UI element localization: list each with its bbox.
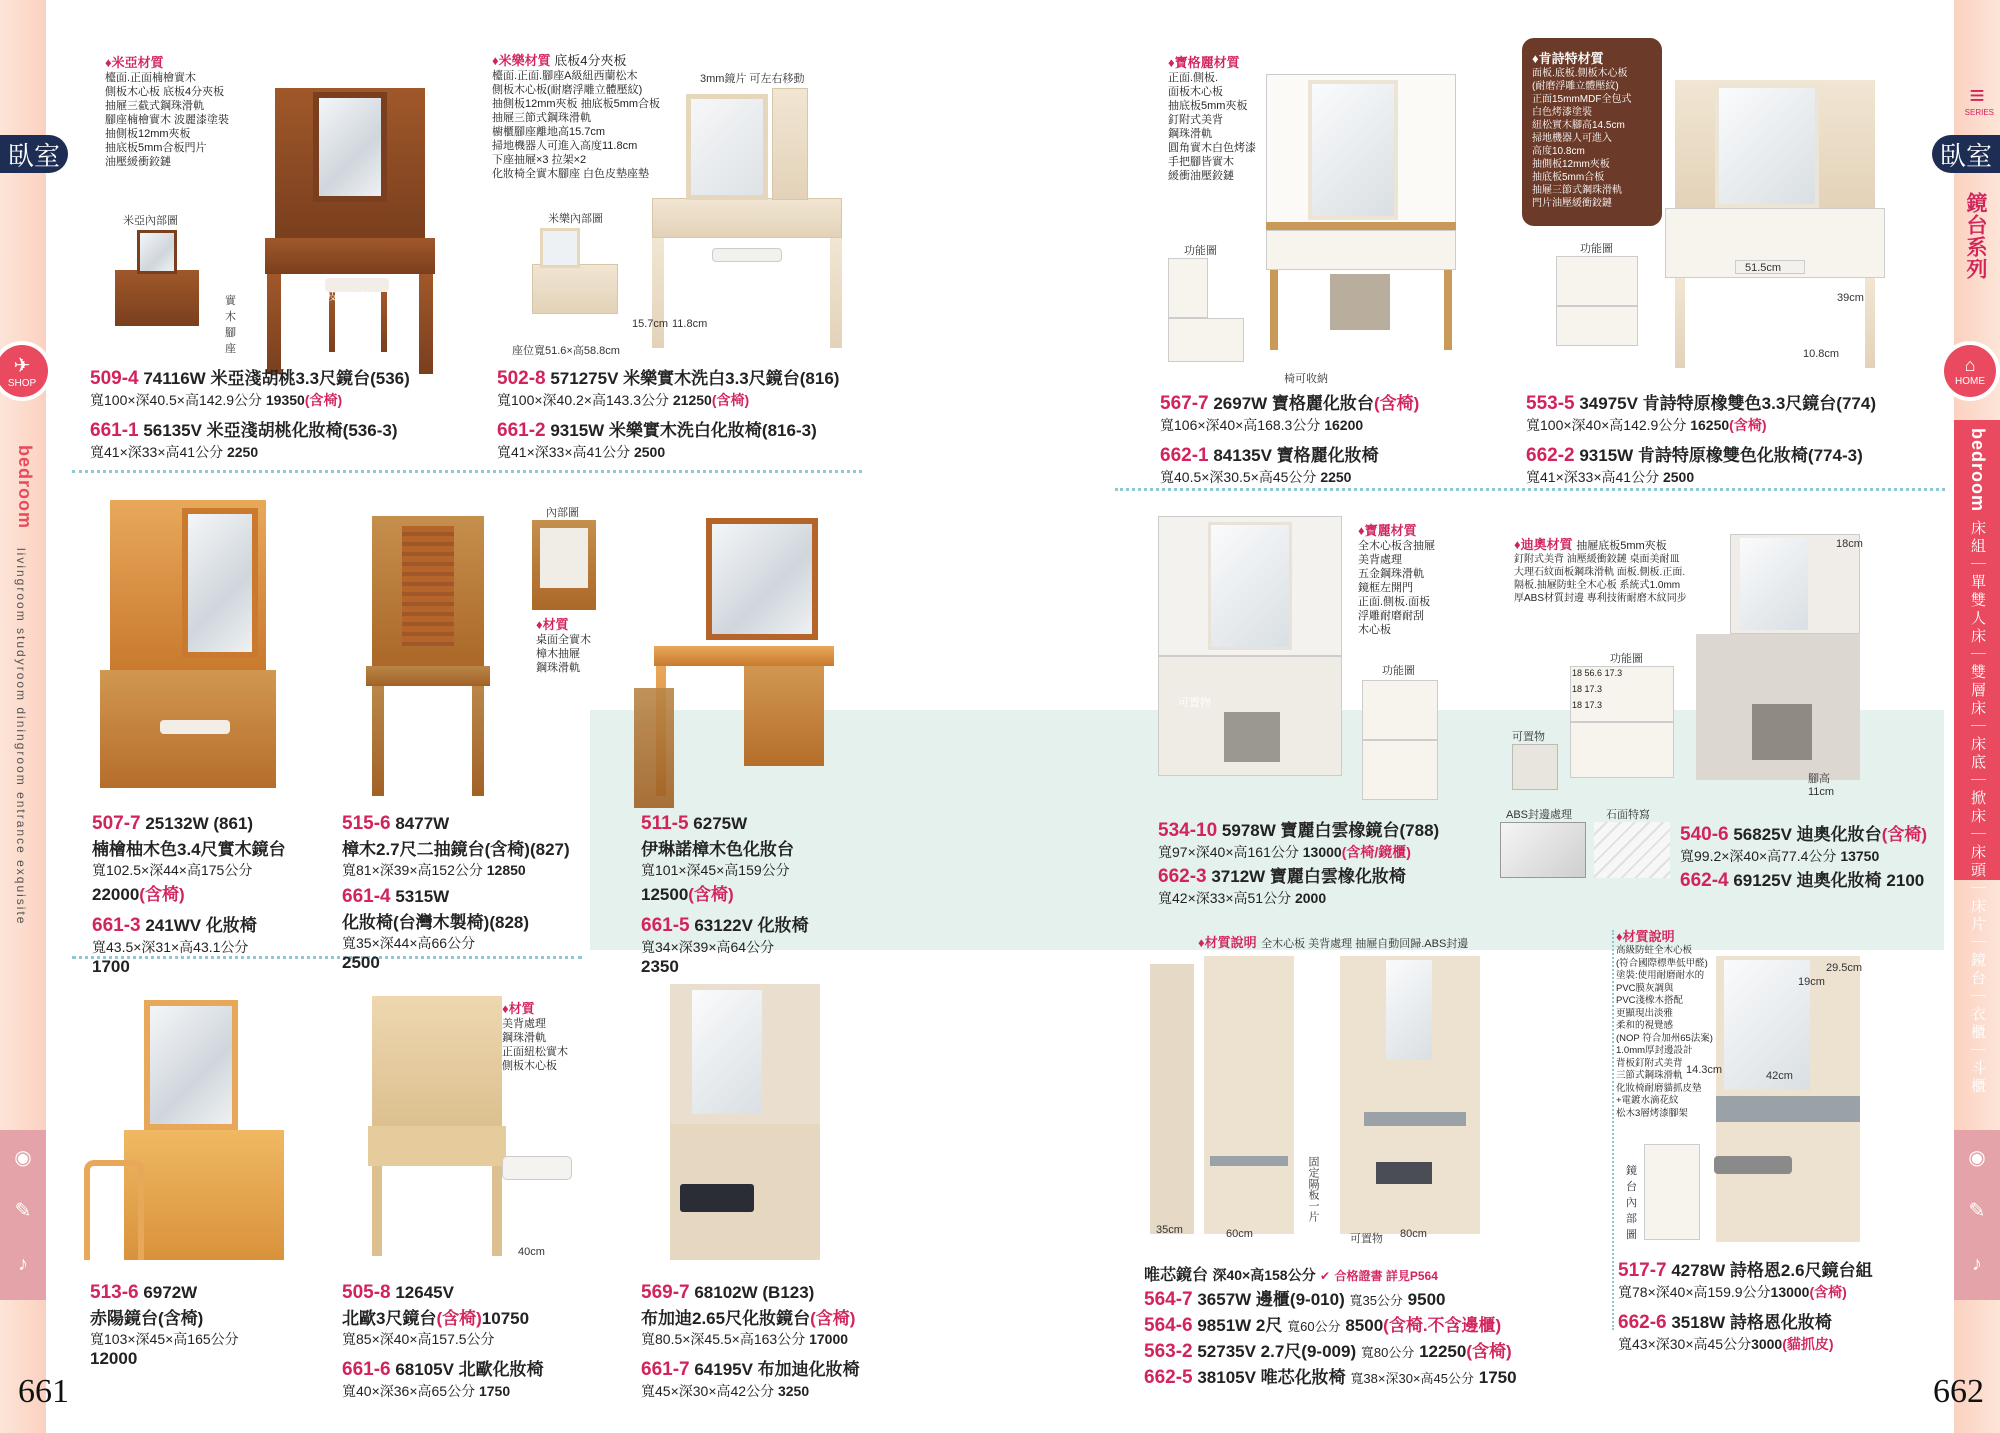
product-price: 1750 [1478,1368,1517,1387]
product-name: 241WV 化妝椅 [145,916,257,935]
leg-label: 腳高11cm [1808,773,1835,798]
product-name: 4278W 詩格恩2.6尺鏡台組 [1671,1261,1873,1280]
product-code: 513-6 [90,1282,139,1303]
side-label: 固定隔板一片 [1307,1156,1319,1222]
home-badge[interactable] [1944,345,1996,397]
product-tag: (含椅) [436,1309,482,1328]
product-tag: (含椅) [1373,394,1420,413]
edit-icon[interactable]: ✎ [14,1199,32,1222]
product-image-camphor [372,516,484,796]
left-rail-word: bedroom [15,445,35,530]
note-text: 美背處理 鋼珠滑軌 正面紐松實木 側板木心板 [502,1018,568,1072]
product-tag: (含椅) [1466,1342,1512,1361]
mirror-label: 3mm鏡片 可左右移動 [700,73,805,85]
product-price: 2250 [226,444,259,460]
product-image [275,88,425,378]
leg-label: 實木腳座 [225,295,236,355]
product-name: 9315W 米樂實木洗白化妝椅(816-3) [550,421,817,440]
product-size: 深40×高158公分 [1212,1267,1316,1283]
product-code: 662-5 [1144,1367,1193,1388]
note-text: 高級防蛀全木心板 (符合國際標準低甲醛) 塗裝:使用耐磨耐水的 PVC膜灰調與 PVC淺橡木搭配 更顯現出淡雅 柔和的視覺感 (NOP 符合加州65法案) 1.0mm厚封邊設計 背板釘附式美背 三節式鋼珠滑軌 化妝椅耐磨貓抓皮墊 +電鍍水滴花紋 松木3層烤漆腳架 [1616,945,1713,1119]
product-code: 502-8 [497,368,546,389]
note-text: 釘附式美背 油壓緩衝鉸鏈 桌面美耐皿 大理石紋面板鋼珠滑軌 面板.側板.正面. 隔板.抽屜防蛀全木心板 系統式1.0mm 厚ABS材質封邊 專利技術耐磨木紋同步 [1514,554,1687,604]
product-price: 3000 [1751,1336,1783,1352]
material-panel-kenst [1522,38,1662,226]
product-code: 661-1 [90,420,139,441]
product-name: 6275W [693,814,748,833]
product-code: 567-7 [1160,393,1209,414]
dimension-label: 40cm [518,1246,545,1258]
product-code: 564-6 [1144,1315,1193,1336]
product-name: 楠檜柚木色3.4尺實木鏡台 [92,840,286,859]
product-size: 寬80.5×深45.5×高163公分 [641,1331,806,1347]
product-price: 12850 [486,862,526,878]
product-name: 5315W [395,887,450,906]
price-row [1144,1363,1517,1389]
product-image-bugatti [670,984,820,1262]
product-image [1266,74,1456,364]
product-image-shigen [1686,956,1863,1246]
product-price: 2000 [1294,890,1327,906]
product-name: 56825V 迪奧化妝台 [1733,825,1882,844]
product-name: 9315W 肯詩特原橡雙色化妝椅(774-3) [1579,446,1863,465]
product-tag: (含椅) [304,392,343,408]
product-size: 寬100×深40×高142.9公分 [1526,417,1687,433]
page-number-right: 662 [1933,1373,1984,1410]
home-icon: ⌂ [1964,355,1976,375]
product-code: 564-7 [1144,1289,1193,1310]
product-name: 伊琳諾樟木色化妝台 [641,840,794,859]
product-size: 寬60公分 [1287,1319,1341,1334]
product-code: 540-6 [1680,824,1729,845]
product-name: 64195V 布加迪化妝椅 [694,1360,860,1379]
product-code: 662-4 [1680,870,1729,891]
function-image [1556,256,1638,366]
function-image [1168,258,1244,368]
stone-image [1594,822,1670,878]
product-name: 52735V 2.7尺(9-009) [1197,1342,1357,1361]
dimension-label: 39cm [1837,292,1864,304]
product-mile [492,50,852,360]
product-size: 寬81×深39×高152公分 [342,862,483,878]
product-name: 布加迪2.65尺化妝鏡台 [641,1309,811,1328]
product-size: 寬103×深45×高165公分 [90,1331,239,1347]
product-code: 662-2 [1526,445,1575,466]
right-search-icon[interactable] [0,20,2000,40]
divider [1115,488,1945,491]
dimension-label: 51.5cm [1745,262,1782,274]
product-name: 化妝椅(台灣木製椅)(828) [342,913,530,932]
note-title: ♦寶格麗材質 [1168,55,1240,70]
store-label: 可置物 [1178,697,1211,709]
product-name: 3518W 詩格恩化妝椅 [1671,1313,1832,1332]
note-title: ♦米亞材質 [105,55,164,70]
note-text: 桌面全實木 樟木抽屜 鋼珠滑軌 [536,634,591,674]
function-label: 功能圖 [1184,245,1217,257]
product-code: 661-7 [641,1359,690,1380]
function-image: 18 56.6 17.3 18 17.3 18 17.3 [1570,666,1674,790]
product-name: 12645V [395,1283,454,1302]
product-price: 2500 [342,953,380,972]
product-image-irene [634,518,834,808]
product-tag: (含椅.不含邊櫃) [1383,1316,1502,1335]
product-price: 8500 [1345,1316,1384,1335]
inner-label: 米樂內部圖 [548,213,603,225]
product-image-chiyang [84,1000,284,1270]
dimension-label: 18cm [1836,538,1863,550]
product-price: 16250 [1690,417,1730,433]
product-size: 寬99.2×深40×高77.4公分 [1680,848,1837,864]
page-number-left: 661 [18,1373,69,1410]
product-name: 68105V 北歐化妝椅 [395,1360,544,1379]
product-code: 662-6 [1618,1312,1667,1333]
product-size: 寬38×深30×高45公分 [1350,1371,1474,1386]
camera-icon-right[interactable]: ◉ [1968,1146,1986,1169]
product-size: 寬40×深36×高65公分 [342,1383,476,1399]
dimension-label: 80cm [1400,1228,1427,1240]
product-name: 2697W 寶格麗化妝台 [1213,394,1374,413]
product-price: 12500 [641,885,689,904]
note-text: 檯面.正面楠檜實木 側板木心板 底板4分夾板 抽屜三截式鋼珠滑軌 腳座楠檜實木 波麗漆塗裝 抽側板12mm夾板 抽底板5mm合板門片 油壓緩衝鉸鏈 [105,72,230,168]
material-note-weixin: ♦材質說明 全木心板 美背處理 抽屜自動回歸.ABS封邊 [1198,935,1469,950]
weixin-price-list [1144,1285,1517,1389]
product-price: 10750 [481,1309,530,1328]
product-name: 5978W 寶麗白雲橡鏡台(788) [1221,821,1440,840]
product-size: 寬80公分 [1360,1345,1415,1360]
store-image [1512,744,1558,790]
product-mile-info [497,364,839,462]
product-size: 寬41×深33×高41公分 [497,444,631,460]
note-text: 面板.底板.側板木心板 (耐磨浮雕立體壓紋) 正面15mmMDF全包式 白色烤漆塗裝 紐松實木腳高14.5cm 掃地機器人可進入 高度10.8cm 抽側板12mm夾板 抽底板5mm合板 抽屜三節式鋼珠滑軌 門片油壓緩衝鉸鏈 [1532,68,1632,209]
seat-label: 白色皮面坐墊 [305,291,371,303]
product-irene-info [641,813,809,977]
product-size: 寬102.5×深44×高175公分 [92,862,253,878]
product-size: 寬35×深44×高66公分 [342,935,476,951]
product-baoli-info [1158,816,1439,908]
product-size: 寬100×深40.2×高143.3公分 [497,392,669,408]
store-label: 可置物 [1512,731,1545,743]
product-bvlgari [1168,52,1468,385]
product-code: 661-2 [497,420,546,441]
product-size: 寬106×深40×高168.3公分 [1160,417,1321,433]
product-name: 571275V 米樂實木洗白3.3尺鏡台(816) [550,369,840,388]
product-price: 3250 [777,1383,810,1399]
product-bvlgari-info [1160,389,1419,487]
product-shigen-info [1618,1256,1873,1354]
product-size: 寬35公分 [1349,1293,1403,1308]
product-nankuai-info [92,813,286,977]
product-size: 寬41×深33×高41公分 [1526,469,1660,485]
product-code: 509-4 [90,368,139,389]
product-price: 9500 [1407,1290,1446,1309]
product-code: 505-8 [342,1282,391,1303]
product-size: 寬42×深33×高51公分 [1158,890,1292,906]
product-name: 56135V 米亞淺胡桃化妝椅(536-3) [143,421,398,440]
product-size: 寬100×深40.5×高142.9公分 [90,392,262,408]
inner-image [1644,1144,1700,1240]
product-name: 樟木2.7尺二抽鏡台(含椅)(827) [342,840,570,859]
dimension-label: 15.7cm [632,318,669,330]
dimension-label: 42cm [1766,1070,1793,1082]
product-size: 寬45×深30×高42公分 [641,1383,775,1399]
product-tag: (含椅/鏡櫃) [1341,844,1411,860]
cert-label: 合格證書 詳見P564 [1334,1269,1438,1283]
product-tag: (含椅) [688,885,734,904]
menu-icon[interactable]: ≡ [1969,80,1985,110]
product-price: 2350 [641,957,679,976]
product-name: 38105V 唯芯化妝椅 [1197,1368,1346,1387]
product-size: 寬97×深40×高161公分 [1158,844,1299,860]
product-name: 6972W [143,1283,198,1302]
product-name: 9851W 2尺 [1197,1316,1283,1335]
product-price: 16200 [1324,417,1364,433]
product-code: 511-5 [641,813,689,834]
product-name: 3712W 寶麗白雲橡化妝椅 [1211,867,1406,886]
price-row [1144,1285,1517,1311]
product-price: 22000 [92,885,140,904]
function-image [1362,680,1438,804]
product-name: 84135V 寶格麗化妝椅 [1213,446,1379,465]
product-camphor-info [342,813,570,973]
product-price: 13000 [1302,844,1342,860]
product-price: 12000 [90,1349,138,1368]
product-name: 赤陽鏡台(含椅) [90,1309,204,1328]
product-price: 2500 [633,444,666,460]
divider [72,470,862,473]
stool-label: 椅可收納 [1284,373,1328,385]
cert-icon: ✔ [1320,1269,1331,1283]
seat-size-label: 座位寬51.6×高58.8cm [512,345,620,357]
store-label: 可置物 [1350,1233,1383,1245]
product-code: 515-6 [342,813,391,834]
right-rail-word: bedroom [1968,428,1988,513]
product-bugatti-info [641,1282,860,1401]
product-tag: (含椅) [139,885,185,904]
product-image-nankuai [100,500,276,790]
divider [1612,930,1614,1330]
material-note-baoli: ♦寶麗材質 全木心板含抽屜 美背處理 五金鋼珠滑軌 鏡框左開門 正面.側板.面板 浮雕耐磨耐刮 木心板 [1358,523,1435,636]
product-price: 2500 [1662,469,1695,485]
product-code: 661-3 [92,915,141,936]
product-kenst-info [1526,389,1876,487]
function-label: 功能圖 [1610,653,1643,665]
dimension-label: 11.8cm [672,318,708,330]
product-name: 3657W 邊櫃(9-010) [1197,1290,1345,1309]
product-size: 寬34×深39×高64公分 [641,939,775,955]
mic-icon-right[interactable]: ♪ [1972,1252,1982,1275]
product-dior-info [1680,820,1927,892]
dimension-label: 19cm [1798,976,1825,988]
stone-label: 石面特寫 [1606,809,1650,821]
function-label: 功能圖 [1382,665,1415,677]
function-label: 功能圖 [1580,243,1613,255]
product-price: 2250 [1320,469,1352,485]
product-tag: (含椅) [1881,825,1928,844]
product-size: 寬85×深40×高157.5公分 [342,1331,495,1347]
product-tag: (含椅) [810,1309,856,1328]
plane-icon: ✈ [13,355,31,377]
dimension-label: 29.5cm [1826,962,1863,974]
material-note-nordic: ♦材質 美背處理 鋼珠滑軌 正面紐松實木 側板木心板 [502,1001,568,1072]
product-weixin-info [1144,1262,1517,1389]
home-badge-label: HOME [1955,376,1985,387]
product-image-dior [1700,534,1863,794]
note-title: ♦肯詩特材質 [1532,51,1604,66]
left-search-icon[interactable] [0,0,2000,20]
product-image-baoli [1158,516,1342,796]
product-nordic-info [342,1282,544,1401]
product-price: 13000 [1770,1284,1810,1300]
product-chiyang-info [90,1282,239,1369]
product-size: 寬40.5×深30.5×高45公分 [1160,469,1317,485]
product-code: 661-5 [641,915,690,936]
product-code: 662-3 [1158,866,1207,887]
product-name: 74116W 米亞淺胡桃3.3尺鏡台(536) [143,369,410,388]
product-code: 569-7 [641,1282,690,1303]
product-name: 68102W (B123) [694,1283,815,1302]
material-note-dior: ♦迪奧材質 抽屜底板5mm夾板 釘附式美背 油壓緩衝鉸鏈 桌面美耐皿 大理石紋面板鋼珠滑軌 面板.側板.正面. 隔板.抽屜防蛀全木心板 系統式1.0mm 厚ABS材質封邊 專利技術耐磨木紋同步 [1514,534,1844,605]
product-size: 寬43×深30×高45公分 [1618,1336,1752,1352]
product-code: 661-6 [342,1359,391,1380]
material-note-camphor: ♦材質 桌面全實木 樟木抽屜 鋼珠滑軌 [536,617,591,674]
right-room-tab[interactable]: 臥室 [1932,135,2000,173]
note-text: 檯面.正面.腳座A級紐西蘭松木 側板木心板(耐磨浮雕立體壓紋) 抽側板12mm夾板 抽底板5mm合板 抽屜三節式鋼珠滑軌 櫥櫃腳座離地高15.7cm 掃地機器人可進入高度11.8cm 下座抽屜×3 拉架×2 化妝椅全實木腳座 白色皮墊座墊 [492,70,661,180]
dimension-label: 60cm [1226,1228,1253,1240]
product-name: 69125V 迪奧化妝椅 [1733,871,1882,890]
product-tag: (含椅) [1809,1284,1847,1300]
dimension-label: 14.3cm [1686,1064,1723,1076]
right-series-title: 鏡台系列 [1964,192,1987,280]
note-text: 正面.側板. 面板木心板 抽底板5mm夾板 釘附式美背 鋼珠滑軌 圓角實木白色烤漆 手把腳皆實木 緩衝油壓鉸鏈 [1168,72,1256,182]
product-image-kenst [1675,80,1875,370]
inner-label: 米亞內部圖 [123,215,178,227]
inner-label: 內部圖 [546,507,579,519]
product-code: 662-1 [1160,445,1209,466]
product-price: 1750 [478,1383,511,1399]
series-label: SERIES [1964,108,1994,117]
product-tag: (含椅) [711,392,750,408]
abs-label: ABS封邊處理 [1506,809,1573,821]
product-code: 563-2 [1144,1341,1193,1362]
product-size: 寬43.5×深31×高43.1公分 [92,939,249,955]
product-code: 553-5 [1526,393,1575,414]
product-size: 寬101×深45×高159公分 [641,862,790,878]
product-code: 661-4 [342,886,391,907]
product-name: 唯芯鏡台 [1144,1267,1209,1284]
note-text: 全木心板 美背處理 抽屜自動回歸.ABS封邊 [1261,938,1469,950]
product-size: 寬41×深33×高41公分 [90,444,224,460]
product-name: 北歐3尺鏡台 [342,1309,437,1328]
product-price: 1700 [92,957,130,976]
product-name: 34975V 肯詩特原橡雙色3.3尺鏡台(774) [1579,394,1876,413]
camera-icon[interactable]: ◉ [14,1146,32,1169]
note-text: 全木心板含抽屜 美背處理 五金鋼珠滑軌 鏡框左開門 正面.側板.面板 浮雕耐磨耐刮 木心板 [1358,540,1435,636]
edit-icon-right[interactable]: ✎ [1968,1199,1986,1222]
inner-image [532,520,596,610]
product-size: 寬78×深40×高159.9公分 [1618,1284,1771,1300]
dimension-label: 10.8cm [1803,348,1840,360]
price-row [1144,1311,1517,1337]
product-code: 507-7 [92,813,141,834]
dimension-label: 35cm [1156,1224,1183,1236]
product-tag: (貓抓皮) [1782,1336,1834,1352]
product-name: 25132W (861) [145,814,254,833]
product-price: 17000 [809,1331,849,1347]
left-rail-sub: livingroom studyroom diningroom entrance exquisite [14,548,28,926]
product-price: 12250 [1419,1342,1467,1361]
product-price: 2100 [1886,871,1925,890]
abs-image [1500,822,1586,878]
product-code: 534-10 [1158,820,1218,841]
product-price: 19350 [265,392,305,408]
product-mia-info [90,364,410,462]
mic-icon[interactable]: ♪ [18,1252,28,1275]
right-rail-sub: 床組｜單雙人床｜雙層床｜床底｜掀床｜床頭｜床片｜鏡台｜衣櫃｜斗櫃 [1969,520,1986,1096]
product-tag: (含椅) [1729,417,1767,433]
price-row [1144,1337,1517,1363]
note-title: ♦米樂材質 底板4分夾板 [492,53,627,68]
product-name: 63122V 化妝椅 [694,916,809,935]
inner-label: 鏡台內部圖 [1626,1165,1637,1241]
product-price: 21250 [672,392,712,408]
inner-image [532,228,618,314]
product-price: 13750 [1840,848,1880,864]
product-name: 8477W [395,814,450,833]
product-code: 517-7 [1618,1260,1667,1281]
product-image-weixin [1150,956,1490,1246]
shop-badge-label: SHOP [7,378,37,389]
left-room-tab[interactable]: 臥室 [0,135,68,173]
material-note-shigen: ♦材質說明 高級防蛀全木心板 (符合國際標準低甲醛) 塗裝:使用耐磨耐水的 PVC膜灰調與 PVC淺橡木搭配 更顯現出淡雅 柔和的視覺感 (NOP 符合加州65法案) 1.0mm厚封邊設計 背板釘附式美背 三節式鋼珠滑軌 化妝椅耐磨貓抓皮墊 +電鍍水滴花紋 松木3層烤漆腳架 [1616,926,1726,1120]
inner-image [115,230,199,326]
